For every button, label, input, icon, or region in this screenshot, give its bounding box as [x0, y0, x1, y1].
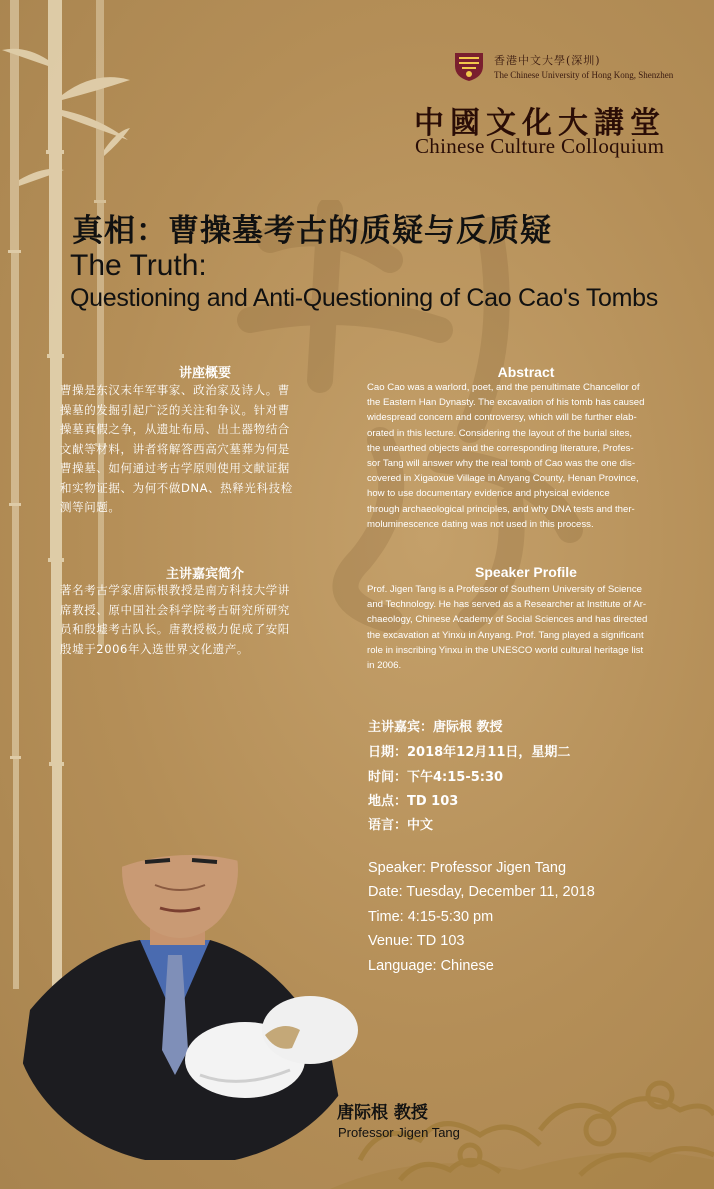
text-line: 员和殷墟考古队长。唐教授极力促成了安阳 — [60, 622, 290, 636]
text-line: how to use documentary evidence and physical evidence — [367, 488, 610, 500]
lecture-title-chinese: 真相：曹操墓考古的质疑与反质疑 — [72, 213, 552, 249]
text-line: role in inscribing Yinxu in the UNESCO world cultural heritage list — [367, 644, 644, 656]
speaker-name-english: Professor Jigen Tang — [338, 1125, 460, 1140]
university-crest-icon — [452, 50, 486, 82]
text-line: 文献等材料，讲者将解答西高穴墓葬为何是 — [60, 441, 290, 456]
detail-language-chinese: 语言：中文 — [368, 818, 434, 833]
abstract-english-text — [367, 380, 685, 532]
text-line: 席教授、原中国社会科学院考古研究所研究 — [60, 602, 290, 617]
text-line: 操墓真假之争，从遗址布局、出土器物结合 — [60, 422, 290, 436]
text-line: widespread concern and controversy, which will be further elab- — [367, 412, 637, 424]
text-line: 曹操墓、如何通过考古学原则使用文献证据 — [60, 461, 290, 475]
text-line: the Eastern Han Dynasty. The excavation of his tomb has caused — [367, 397, 645, 409]
text-line: the excavation at Yinxu in Anyang. Prof. Tang played a significant — [367, 629, 644, 641]
university-name-english: The Chinese University of Hong Kong, Shenzhen — [494, 70, 674, 80]
detail-venue-chinese: 地点：TD 103 — [368, 794, 459, 809]
text-line: sor Tang will answer why the real tomb of Cao was the one dis- — [367, 458, 636, 470]
abstract-chinese-text — [60, 381, 339, 518]
text-line: orated in this lecture. Considering the layout of the burial sites, — [367, 427, 633, 439]
detail-speaker-english: Speaker: Professor Jigen Tang — [368, 860, 567, 876]
text-line: 和实物证据、为何不做DNA、热释光科技检 — [60, 480, 293, 495]
detail-time-chinese: 时间：下午4:15-5:30 — [368, 770, 504, 785]
text-line: 操墓的发掘引起广泛的关注和争议。针对曹 — [60, 402, 290, 417]
speaker-profile-chinese-heading: 主讲嘉宾简介 — [165, 567, 244, 582]
text-line: Cao Cao was a warlord, poet, and the penultimate Chancellor of — [367, 382, 640, 393]
text-line: 殷墟于2006年入选世界文化遗产。 — [60, 641, 249, 656]
speaker-profile-english-text — [367, 582, 685, 673]
text-line: covered in Xigaoxue Village in Anyang County, Henan Province, — [367, 473, 639, 485]
text-line: moluminescence dating was not used in this process. — [367, 518, 594, 530]
text-line: chaeology, Chinese Academy of Social Sciences and has directed — [367, 614, 648, 626]
speaker-photo — [10, 790, 365, 1160]
lecture-title-english-line2: Questioning and Anti-Questioning of Cao Cao's Tombs — [70, 284, 658, 312]
text-line: 著名考古学家唐际根教授是南方科技大学讲 — [60, 583, 290, 597]
speaker-name-chinese: 唐际根 教授 — [337, 1103, 428, 1123]
text-line: 测等问题。 — [60, 500, 121, 514]
detail-speaker-chinese: 主讲嘉宾：唐际根 教授 — [368, 720, 503, 735]
colloquium-title-english: Chinese Culture Colloquium — [415, 134, 665, 158]
text-line: in 2006. — [367, 660, 402, 672]
speaker-profile-chinese-text — [60, 581, 339, 659]
abstract-english-heading: Abstract — [497, 364, 555, 380]
speaker-profile-english-heading: Speaker Profile — [475, 564, 577, 580]
detail-language-english: Language: Chinese — [368, 958, 494, 974]
colloquium-title-chinese: 中國文化大講堂 — [414, 106, 666, 141]
text-line: 曹操是东汉末年军事家、政治家及诗人。曹 — [60, 383, 290, 397]
text-line: through archaeological principles, and why DNA tests and ther- — [367, 503, 635, 515]
abstract-chinese-heading: 讲座概要 — [178, 366, 231, 381]
university-name-chinese: 香港中文大學(深圳) — [494, 54, 601, 67]
text-line: the unearthed objects and the corresponding literature, Profes- — [367, 442, 634, 454]
detail-date-english: Date: Tuesday, December 11, 2018 — [368, 884, 595, 900]
detail-time-english: Time: 4:15-5:30 pm — [368, 909, 494, 925]
detail-date-chinese: 日期：2018年12月11日，星期二 — [368, 745, 571, 760]
lecture-title-english-line1: The Truth: — [70, 249, 207, 282]
detail-venue-english: Venue: TD 103 — [368, 933, 465, 949]
text-line: and Technology. He has served as a Researcher at Institute of Ar- — [367, 599, 647, 611]
text-line: Prof. Jigen Tang is a Professor of Southern University of Science — [367, 584, 642, 595]
